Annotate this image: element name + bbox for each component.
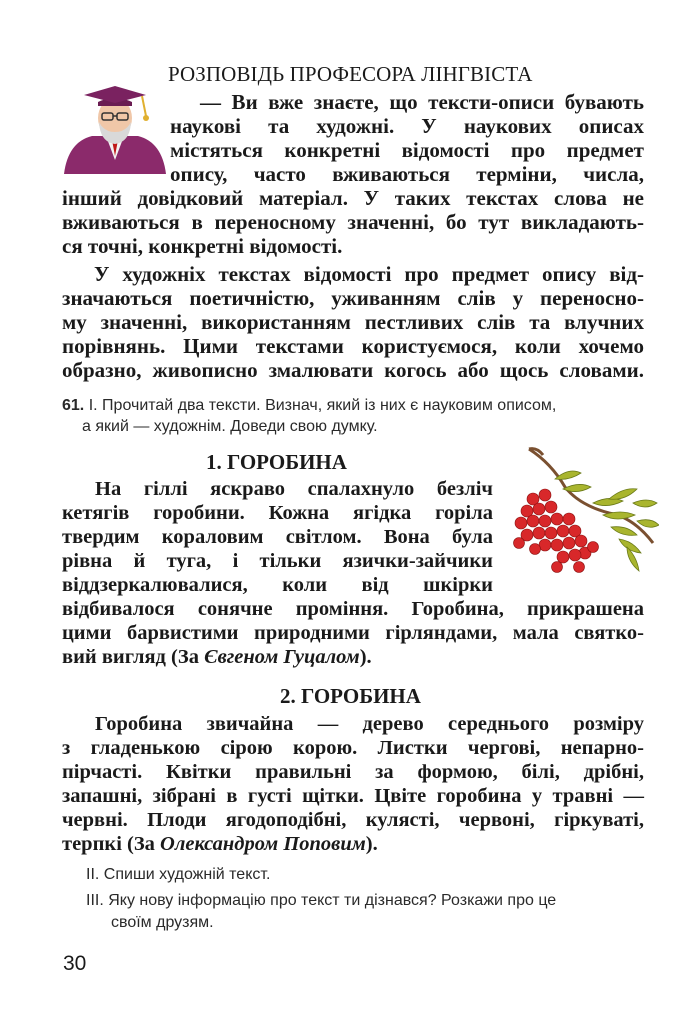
- page-number: 30: [63, 952, 87, 975]
- story-line: вживаються в переносному значенні, бо тут викладають-: [62, 210, 644, 234]
- text1-line: На гіллі яскраво спалахнуло безліч: [95, 478, 493, 500]
- story-line: інший довідковий матеріал. У таких текстах слова не: [62, 186, 644, 210]
- task-2: ІІ. Спиши художній текст.: [86, 866, 271, 883]
- text2-author: Олександром Поповим: [160, 833, 366, 855]
- exercise-task-line: а який — художнім. Доведи свою думку.: [82, 418, 378, 435]
- text2-line: пірчасті. Квітки правильні за формою, білі, дрібні,: [62, 761, 644, 783]
- story-line: містяться конкретні відомості про предмет: [170, 138, 644, 162]
- text1-line: віддзеркалювалися, коли від шкірки: [62, 574, 493, 596]
- text1-line: відбивалося сонячне проміння. Горобина, прикрашена: [62, 598, 644, 620]
- professor-illustration-icon: [62, 82, 168, 174]
- story-line: образно, живописно змалювати когось або щось словами.: [62, 358, 644, 382]
- text1-last-prefix: вий вигляд (За: [62, 646, 205, 668]
- rowan-branch-illustration-icon: [499, 443, 659, 593]
- exercise-task-line: [62, 397, 556, 415]
- text2-line: з гладенькою сірою корою. Листки чергові, непарно-: [62, 737, 644, 759]
- task-3-line: своїм друзям.: [111, 914, 214, 931]
- text1-author: Євгеном Гуцалом: [204, 646, 360, 668]
- text2-heading: 2. ГОРОБИНА: [280, 684, 421, 708]
- text1-line: кетягів горобини. Кожна ягідка горіла: [62, 502, 493, 524]
- text2-line: [62, 833, 378, 856]
- story-line: значаються поетичністю, уживанням слів у переносно-: [62, 286, 644, 310]
- text1-line: [62, 646, 372, 669]
- text2-line: Горобина звичайна — дерево середнього розміру: [95, 713, 644, 735]
- story-title: РОЗПОВІДЬ ПРОФЕСОРА ЛІНГВІСТА: [168, 62, 533, 86]
- exercise-task-text: І. Прочитай два тексти. Визнач, який із них є науковим описом,: [88, 397, 557, 414]
- text1-line: твердим кораловим світлом. Вона була: [62, 526, 493, 548]
- exercise-number: 61.: [62, 397, 85, 414]
- text1-heading: 1. ГОРОБИНА: [206, 450, 347, 474]
- text2-line: червні. Плоди ягодоподібні, кулясті, червоні, гіркуваті,: [62, 809, 644, 831]
- task-3-line: ІІІ. Яку нову інформацію про текст ти дізнався? Розкажи про це: [86, 892, 557, 909]
- story-line: наукові та художні. У наукових описах: [170, 114, 644, 138]
- text1-last-suffix: ).: [359, 646, 372, 668]
- text2-last-prefix: терпкі (За: [62, 833, 161, 855]
- story-line: У художніх текстах відомості про предмет опису від-: [94, 262, 644, 286]
- story-line: опису, часто вживаються терміни, числа,: [170, 162, 644, 186]
- text1-line: рівна й туга, і тільки язички-зайчики: [62, 550, 493, 572]
- story-line: ся точні, конкретні відомості.: [62, 234, 343, 258]
- story-line: порівнянь. Цими текстами користуємося, коли хочемо: [62, 334, 644, 358]
- text2-last-suffix: ).: [365, 833, 378, 855]
- text2-line: запашні, зібрані в густі щітки. Цвіте горобина у травні —: [62, 785, 644, 807]
- text1-line: цими барвистими природними гірляндами, мала святко-: [62, 622, 644, 644]
- story-line: — Ви вже знаєте, що тексти-описи бувають: [200, 90, 644, 114]
- story-line: му значенні, використанням пестливих слів та влучних: [62, 310, 644, 334]
